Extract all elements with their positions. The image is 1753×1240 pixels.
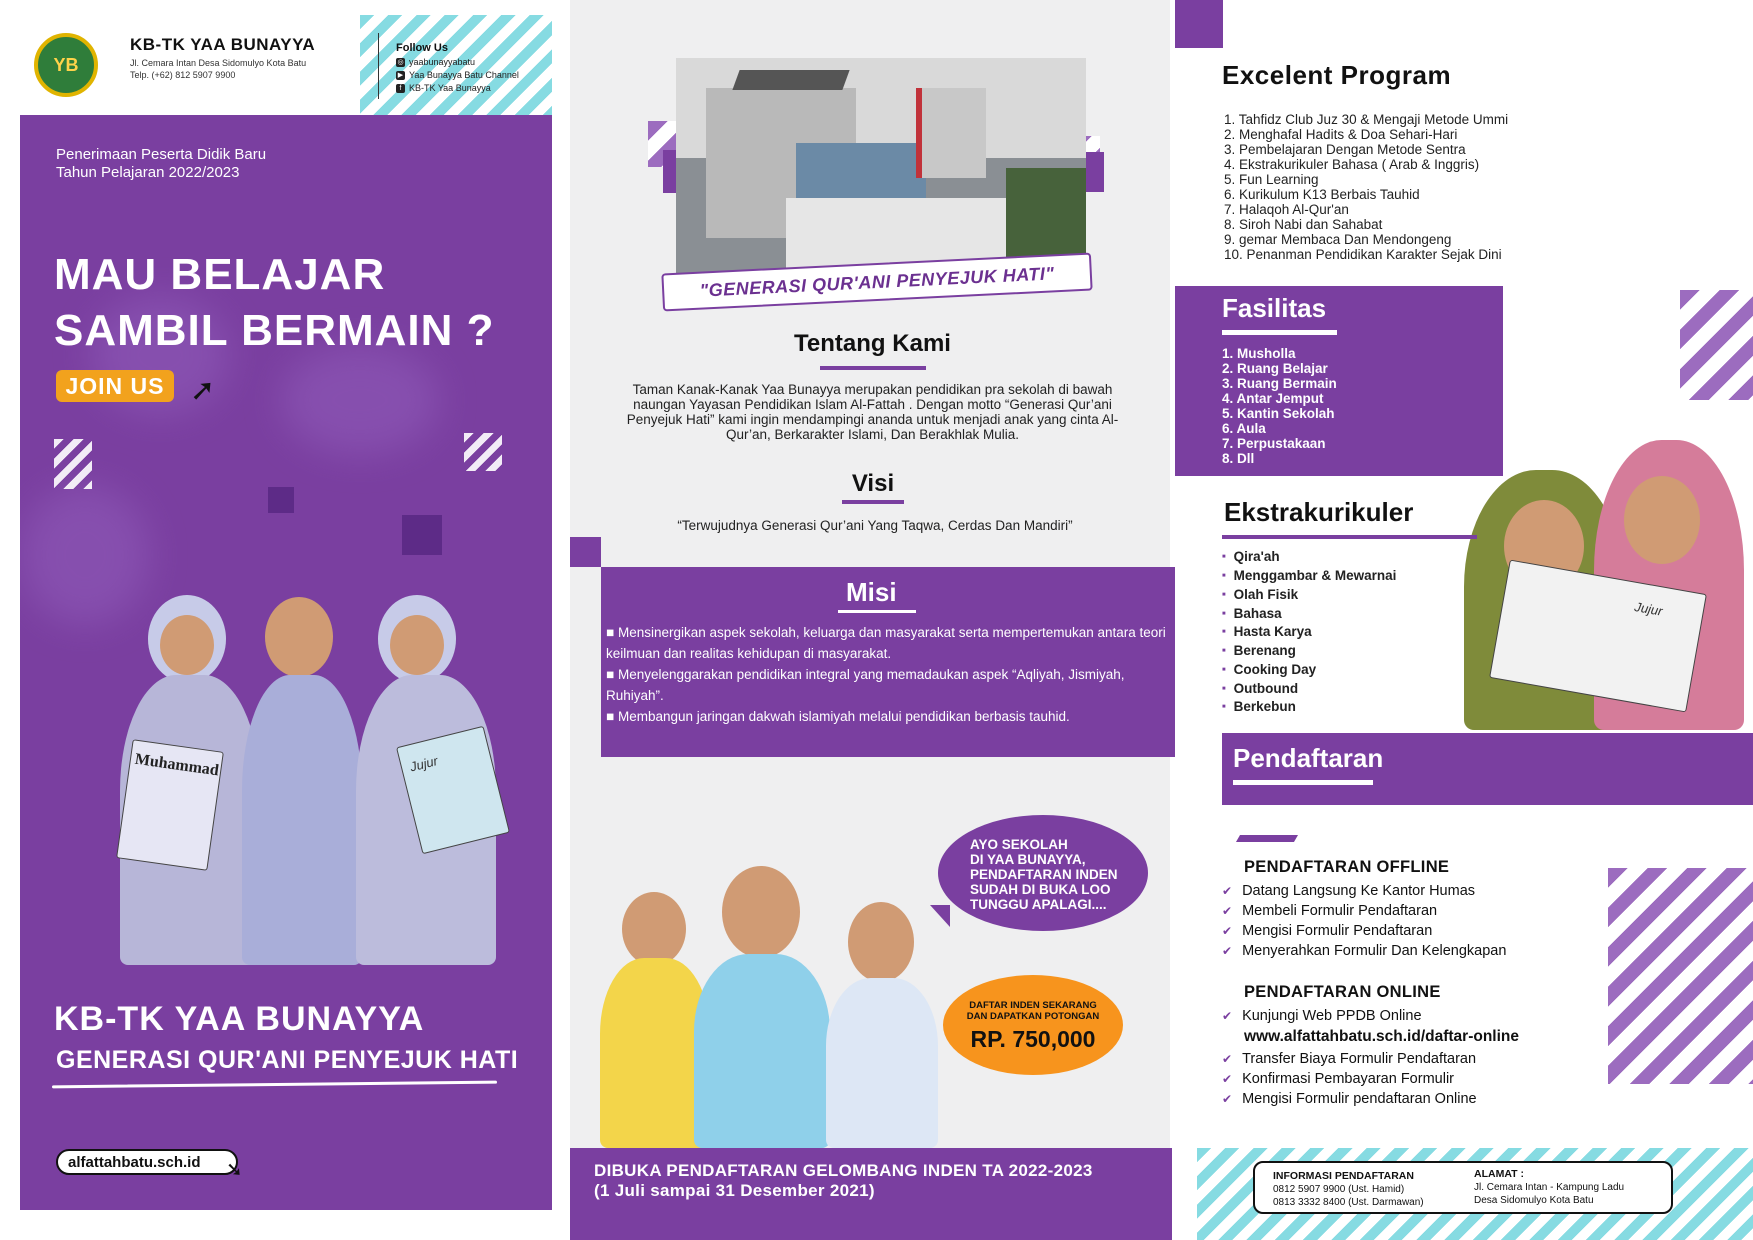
school-name: KB-TK YAA BUNAYYA (130, 35, 316, 54)
online-step: ✔ Mengisi Formulir pendaftaran Online (1222, 1091, 1477, 1107)
headline-line2: SAMBIL BERMAIN ? (54, 306, 495, 355)
visi-title: Visi (851, 470, 895, 497)
about-text: Taman Kanak-Kanak Yaa Bunayya merupakan pendidikan pra sekolah di bawah naungan Yayasan Pendidikan Islam Al-Fattah . Dengan motto “Generasi Qur’ani Penyejuk Hati” kami ingin mendampingi ananda untuk menjadi anak yang cinta Al-Qur’an, Berkarakter Islami, Dan Berakhlak Mulia. (626, 382, 1119, 442)
inden-announcement: DIBUKA PENDAFTARAN GELOMBANG INDEN TA 2022-2023 (594, 1161, 1093, 1180)
ekstra-underline (1222, 535, 1477, 539)
girls-reading-photo (1424, 440, 1753, 735)
tagline-underline (52, 1081, 497, 1089)
ppdb-subtitle: Penerimaan Peserta Didik Baru (56, 146, 267, 163)
ekstra-item: ■ Cooking Day (1222, 662, 1316, 677)
pendaftaran-underline (1233, 780, 1373, 785)
info-title: INFORMASI PENDAFTARAN (1273, 1170, 1414, 1182)
social-instagram[interactable]: ◎ yaabunayyabatu (397, 57, 476, 67)
social-youtube[interactable]: ▶ Yaa Bunayya Batu Channel (397, 70, 519, 80)
ekstra-title: Ekstrakurikuler (1224, 497, 1414, 527)
deco-square (570, 537, 601, 567)
stripe-block (1680, 290, 1753, 400)
visi-underline (842, 500, 904, 504)
offline-step: ✔ Membeli Formulir Pendaftaran (1222, 903, 1437, 919)
promo-price: RP. 750,000 (970, 1026, 1096, 1052)
deco-square (268, 487, 294, 513)
deco-square (1175, 0, 1223, 48)
book: Jujur (1489, 560, 1707, 713)
stripe-block (1608, 868, 1753, 1084)
alamat-line: Jl. Cemara Intan - Kampung Ladu (1474, 1182, 1625, 1193)
alamat-title: ALAMAT : (1474, 1168, 1524, 1180)
about-underline (820, 366, 926, 370)
follow-us-title: Follow Us (396, 42, 448, 54)
join-us-button[interactable]: JOIN US (56, 370, 174, 402)
misi-item: ■ Mensinergikan aspek sekolah, keluarga dan masyarakat serta mempertemukan antara teori keilmuan dan realitas kehidupan di masyarakat. (606, 625, 1166, 661)
ekstra-item: ■ Bahasa (1222, 606, 1282, 621)
info-phone: 0812 5907 9900 (Ust. Hamid) (1273, 1184, 1405, 1195)
stripe-square (54, 439, 92, 489)
misi-title: Misi (846, 577, 897, 607)
bottom-title: KB-TK YAA BUNAYYA (54, 1000, 425, 1038)
info-phone: 0813 3332 8400 (Ust. Darmawan) (1273, 1197, 1424, 1208)
misi-item: ■ Menyelenggarakan pendidikan integral yang memadaukan aspek “Aqliyah, Jismiyah, Ruhiyah”. (606, 667, 1125, 703)
offline-step: ✔ Menyerahkan Formulir Dan Kelengkapan (1222, 943, 1506, 959)
fasilitas-underline (1222, 330, 1337, 335)
ekstra-item: ■ Olah Fisik (1222, 587, 1298, 602)
online-url[interactable]: www.alfattahbatu.sch.id/daftar-online (1244, 1028, 1520, 1045)
school-address: Jl. Cemara Intan Desa Sidomulyo Kota Batu (130, 58, 307, 68)
offline-step: ✔ Mengisi Formulir Pendaftaran (1222, 923, 1432, 939)
online-step: ✔ Transfer Biaya Formulir Pendaftaran (1222, 1051, 1476, 1067)
online-step: ✔ Konfirmasi Pembayaran Formulir (1222, 1071, 1454, 1087)
book: Muhammad (116, 739, 224, 871)
visi-text: “Terwujudnya Generasi Qur’ani Yang Taqwa, Cerdas Dan Mandiri” (677, 518, 1073, 533)
promo-badge: DAFTAR INDEN SEKARANG DAN DAPATKAN POTONGAN RP. 750,000 (943, 975, 1123, 1075)
youtube-icon: ▶ (397, 71, 404, 79)
info-box (1253, 1161, 1673, 1214)
ekstra-item: ■ Menggambar & Mewarnai (1222, 568, 1396, 583)
school-logo: YB (34, 33, 98, 97)
misi-item: ■ Membangun jaringan dakwah islamiyah melalui pendidikan berbasis tauhid. (606, 709, 1070, 724)
boys-photo (598, 858, 938, 1148)
kids-photo (60, 575, 520, 975)
instagram-icon: ◎ (397, 58, 404, 66)
online-step: ✔ Kunjungi Web PPDB Online (1222, 1008, 1422, 1024)
inden-dates: (1 Juli sampai 31 Desember 2021) (594, 1181, 875, 1200)
cursor-icon: ➚ (190, 374, 216, 407)
ppdb-year: Tahun Pelajaran 2022/2023 (56, 164, 240, 181)
panel-left (20, 15, 552, 1210)
cursor-icon: ➘ (226, 1159, 243, 1181)
headline-line1: MAU BELAJAR (54, 250, 386, 299)
stripe-square (464, 433, 502, 471)
ekstra-item: ■ Berkebun (1222, 699, 1296, 714)
ekstra-item: ■ Berenang (1222, 643, 1296, 658)
pendaftaran-title: Pendaftaran (1233, 743, 1384, 773)
speech-tail (930, 905, 950, 927)
bottom-tagline: GENERASI QUR'ANI PENYEJUK HATI (56, 1046, 519, 1074)
deco-square (402, 515, 442, 555)
ekstra-item: ■ Outbound (1222, 681, 1298, 696)
header-divider (378, 33, 379, 99)
program-title: Excelent Program (1222, 60, 1452, 90)
school-building-photo (676, 58, 1086, 278)
online-title: PENDAFTARAN ONLINE (1244, 983, 1441, 1001)
program-list: 1. Tahfidz Club Juz 30 & Mengaji Metode Ummi 2. Menghafal Hadits & Doa Sehari-Hari 3. Pembelajaran Dengan Metode Sentra 4. Ekstrakurikuler Bahasa ( Arab & Inggris) 5. Fun Learning 6. Kurikulum K13 Berbais Tauhid 7. Halaqoh Al-Qur'an 8. Siroh Nabi dan Sahabat 9. gemar Membaca Dan Mendongeng 10. Penanman Pendidikan Karakter Sejak Dini (1224, 112, 1509, 262)
fasilitas-list: 1. Musholla 2. Ruang Belajar 3. Ruang Bermain 4. Antar Jemput 5. Kantin Sekolah 6. Aula 7. Perpustakaan 8. Dll (1222, 346, 1337, 466)
social-facebook[interactable]: f KB-TK Yaa Bunayya (396, 83, 491, 93)
deco-bar (1236, 835, 1298, 842)
motto-banner: "GENERASI QUR'ANI PENYEJUK HATI" (661, 253, 1092, 312)
ekstra-item: ■ Qira'ah (1222, 549, 1280, 564)
offline-step: ✔ Datang Langsung Ke Kantor Humas (1222, 883, 1475, 899)
speech-bubble: AYO SEKOLAH DI YAA BUNAYYA, PENDAFTARAN INDEN SUDAH DI BUKA LOO TUNGGU APALAGI.... (938, 815, 1148, 931)
school-phone: Telp. (+62) 812 5907 9900 (130, 70, 236, 80)
website-link[interactable]: alfattahbatu.sch.id (56, 1149, 238, 1175)
book: Jujur (396, 726, 510, 855)
ekstra-item: ■ Hasta Karya (1222, 624, 1312, 639)
fasilitas-title: Fasilitas (1222, 293, 1327, 323)
misi-underline (838, 610, 916, 613)
headline (54, 247, 495, 359)
about-title: Tentang Kami (794, 330, 951, 357)
bg-blob (280, 345, 440, 455)
alamat-line: Desa Sidomulyo Kota Batu (1474, 1195, 1594, 1206)
facebook-icon: f (396, 84, 405, 93)
offline-title: PENDAFTARAN OFFLINE (1244, 858, 1450, 876)
